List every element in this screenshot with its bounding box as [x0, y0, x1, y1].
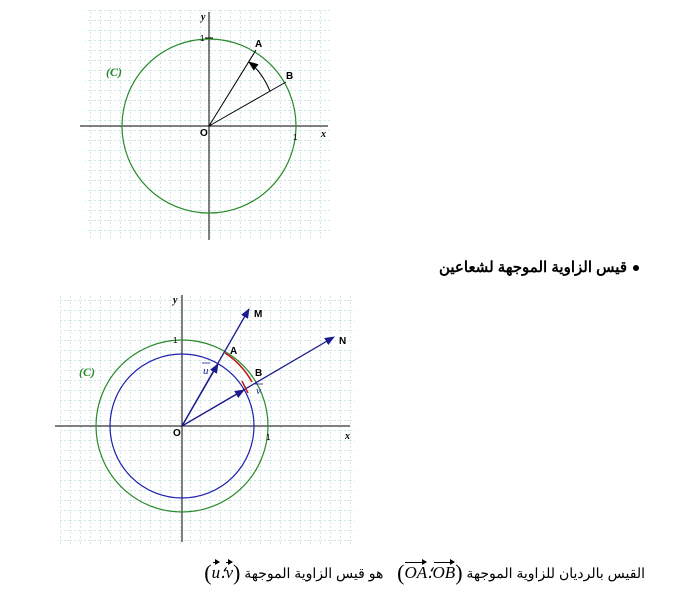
- label-o-2: O: [173, 428, 181, 439]
- vec-oa: OA: [404, 563, 428, 582]
- vec-ob: OB: [432, 563, 456, 582]
- tick-y-label-2: 1: [173, 336, 178, 345]
- label-c-1: (C): [106, 65, 122, 79]
- label-c-2: (C): [79, 365, 95, 379]
- statement-part1: القيس بالرديان للزاوية الموجهة: [466, 565, 645, 581]
- label-vec-u: u: [203, 365, 209, 377]
- label-a-1: A: [255, 39, 263, 50]
- sep-2: ؛: [220, 563, 226, 582]
- label-b-2: B: [255, 368, 263, 379]
- vec-u-text: u: [211, 563, 221, 582]
- section-heading-text: قيس الزاوية الموجهة لشعاعين: [438, 259, 627, 276]
- label-x-2: x: [345, 431, 350, 442]
- tick-y-label-1: 1: [200, 34, 205, 43]
- section-heading: [439, 258, 639, 276]
- statement-part2: هو قيس الزاوية الموجهة: [244, 565, 384, 581]
- label-m-2: M: [254, 309, 263, 320]
- label-o-1: O: [200, 128, 208, 139]
- figure-2: [55, 295, 355, 545]
- tick-x-label-2: 1: [266, 433, 271, 442]
- label-a-2: A: [230, 346, 238, 357]
- tick-x-label-1: 1: [293, 133, 298, 142]
- figure-1: [80, 10, 330, 240]
- sep-1: ؛: [427, 563, 433, 582]
- label-n-2: N: [339, 336, 347, 347]
- angle-oa-ob: (OA؛OB): [397, 560, 463, 585]
- label-b-1: B: [286, 71, 294, 82]
- bullet-icon: [633, 265, 639, 271]
- angle-u-v: (u؛v): [204, 560, 241, 585]
- vec-v-text: v: [225, 563, 234, 582]
- bottom-statement: [204, 560, 645, 586]
- label-y-1: y: [201, 12, 206, 23]
- label-y-2: y: [173, 295, 178, 306]
- label-vec-v: v: [256, 385, 261, 397]
- grid-2: [60, 295, 355, 545]
- label-x-1: x: [321, 129, 326, 140]
